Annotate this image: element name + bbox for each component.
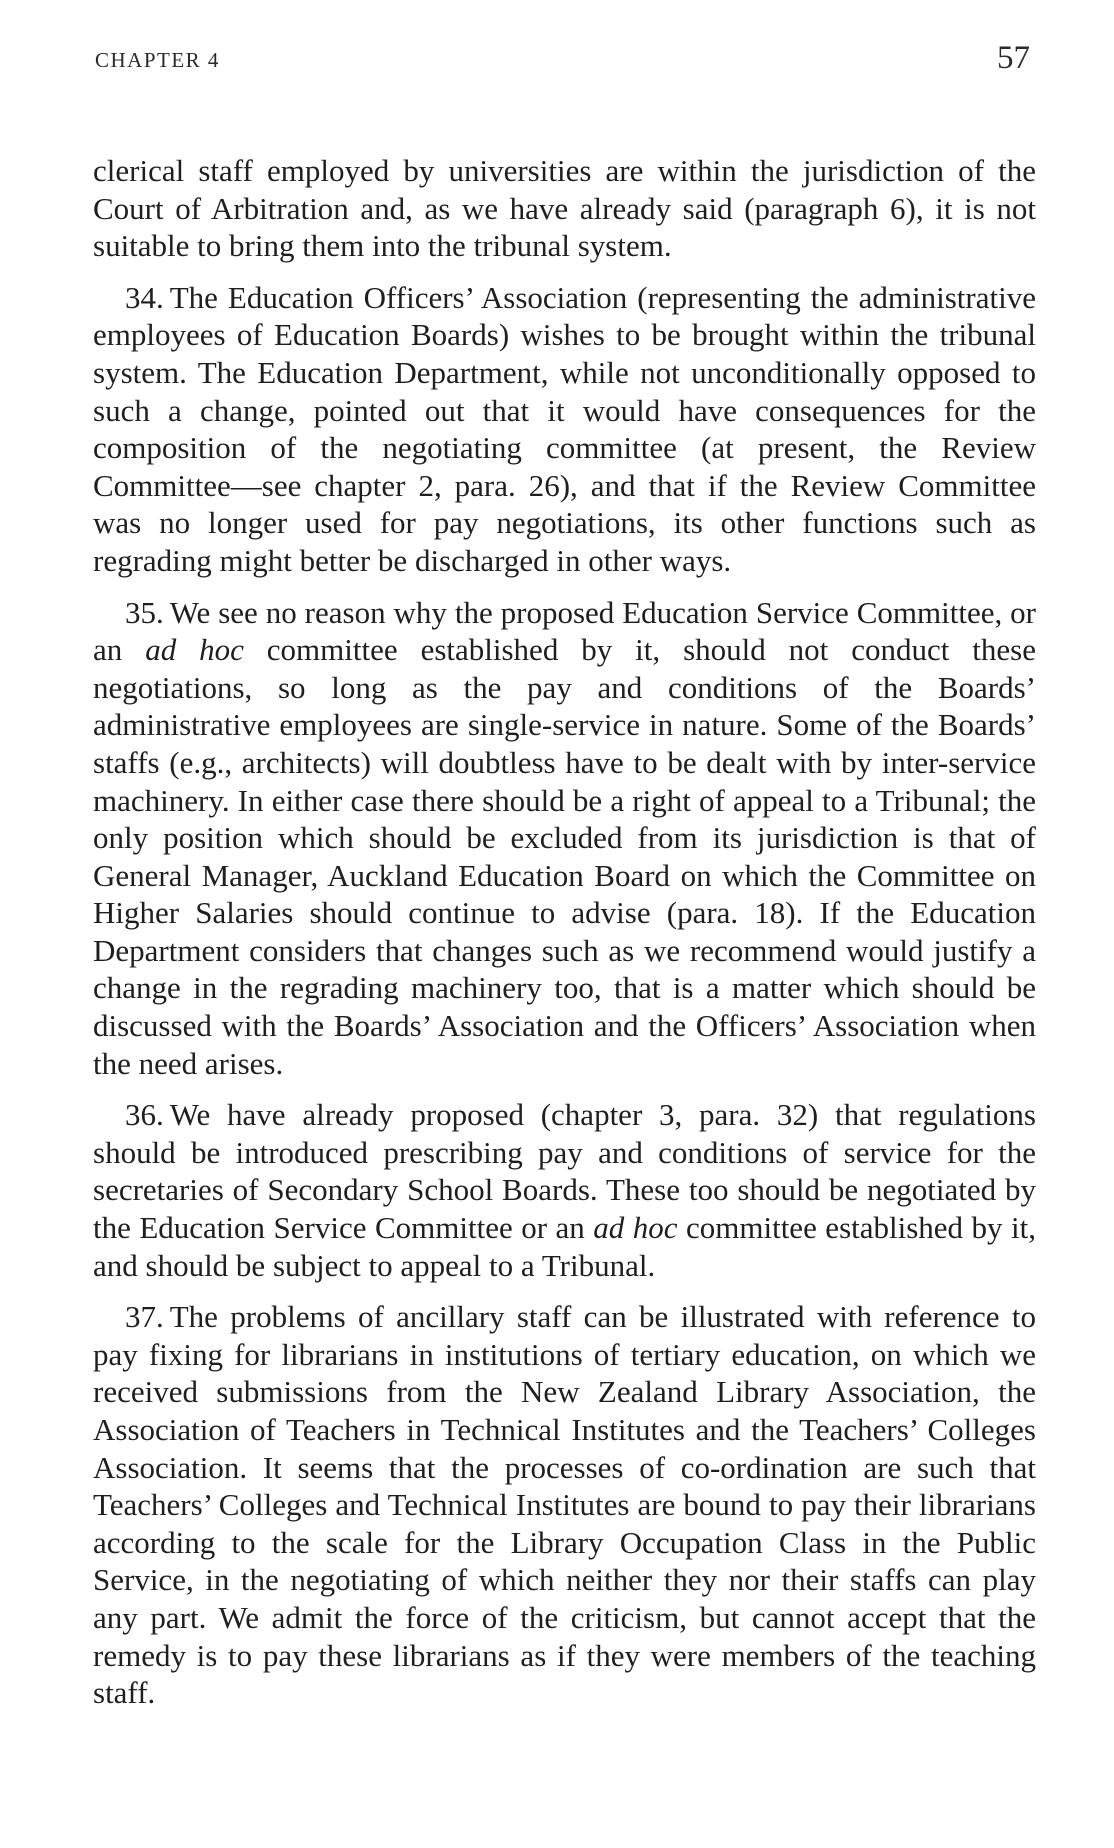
paragraph-number: 35.	[125, 594, 164, 630]
text-segment: We see no reason why the proposed Education Service Committee, or an	[93, 594, 1036, 668]
page-number: 57	[997, 40, 1030, 76]
paragraph-37	[93, 1298, 1036, 1712]
book-page	[93, 38, 1036, 1726]
text-segment: The problems of ancillary staff can be illustrated with reference to pay fixing for librarians in institutions of tertiary education, on which we received submissions from the New Zealand Library Association, the Association of Teachers in Technical Institutes and the Teachers’ Colleges Association. It seems that the processes of co-ordination are such that Teachers’ Colleges and Technical Institutes are bound to pay their librarians according to the scale for the Library Occupation Class in the Public Service, in the negotiating of which neither they nor their staffs can play any part. We admit the force of the criticism, but cannot accept that the remedy is to pay these librarians as if they were members of the teaching staff.	[93, 1299, 1036, 1711]
paragraph-36	[93, 1096, 1036, 1284]
text-segment: committee established by it, should not conduct these negotiations, so long as the pay and conditions of the Boards’ administrative employees are single-service in nature. Some of the Boards’ staffs (e.g., architects) will doubtless have to be dealt with by inter-service machinery. In either case there should be a right of appeal to a Tribunal; the only position which should be excluded from its jurisdiction is that of General Manager, Auckland Education Board on which the Committee on Higher Salaries should continue to advise (para. 18). If the Education Department considers that changes such as we recommend would justify a change in the regrading machinery too, that is a matter which should be discussed with the Boards’ Association and the Officers’ Association when the need arises.	[93, 632, 1036, 1081]
text-segment: The Education Officers’ Association (representing the administrative employees of Education Boards) wishes to be brought within the tribunal system. The Education Department, while not unconditionally opposed to such a change, pointed out that it would have consequences for the composition of the negotiating committee (at present, the Review Committee—see chapter 2, para. 26), and that if the Review Committee was no longer used for pay negotiations, its other functions such as regrading might better be discharged in other ways.	[93, 279, 1036, 578]
text-segment: clerical staff employed by universities are within the jurisdiction of the Court of Arbitration and, as we have already said (paragraph 6), it is not suitable to bring them into the tribunal system.	[93, 153, 1036, 264]
chapter-label: CHAPTER 4	[95, 48, 220, 72]
paragraph-35	[93, 594, 1036, 1083]
paragraph-number: 36.	[125, 1097, 164, 1133]
paragraph-34	[93, 279, 1036, 580]
italic-term: ad hoc	[593, 1210, 678, 1246]
paragraph-number: 34.	[125, 279, 164, 315]
body-text	[93, 152, 1036, 1712]
paragraph-continued	[93, 152, 1036, 265]
paragraph-number: 37.	[125, 1299, 164, 1335]
text-segment: committee established by it, and should be subject to appeal to a Tribunal.	[93, 1210, 1036, 1283]
italic-term: ad hoc	[145, 632, 244, 668]
running-head	[93, 38, 1036, 88]
text-segment: We have already proposed (chapter 3, para. 32) that regulations should be introduced prescribing pay and conditions of service for the secretaries of Secondary School Boards. These too should be negotiated by the Education Service Committee or an	[93, 1097, 1036, 1246]
